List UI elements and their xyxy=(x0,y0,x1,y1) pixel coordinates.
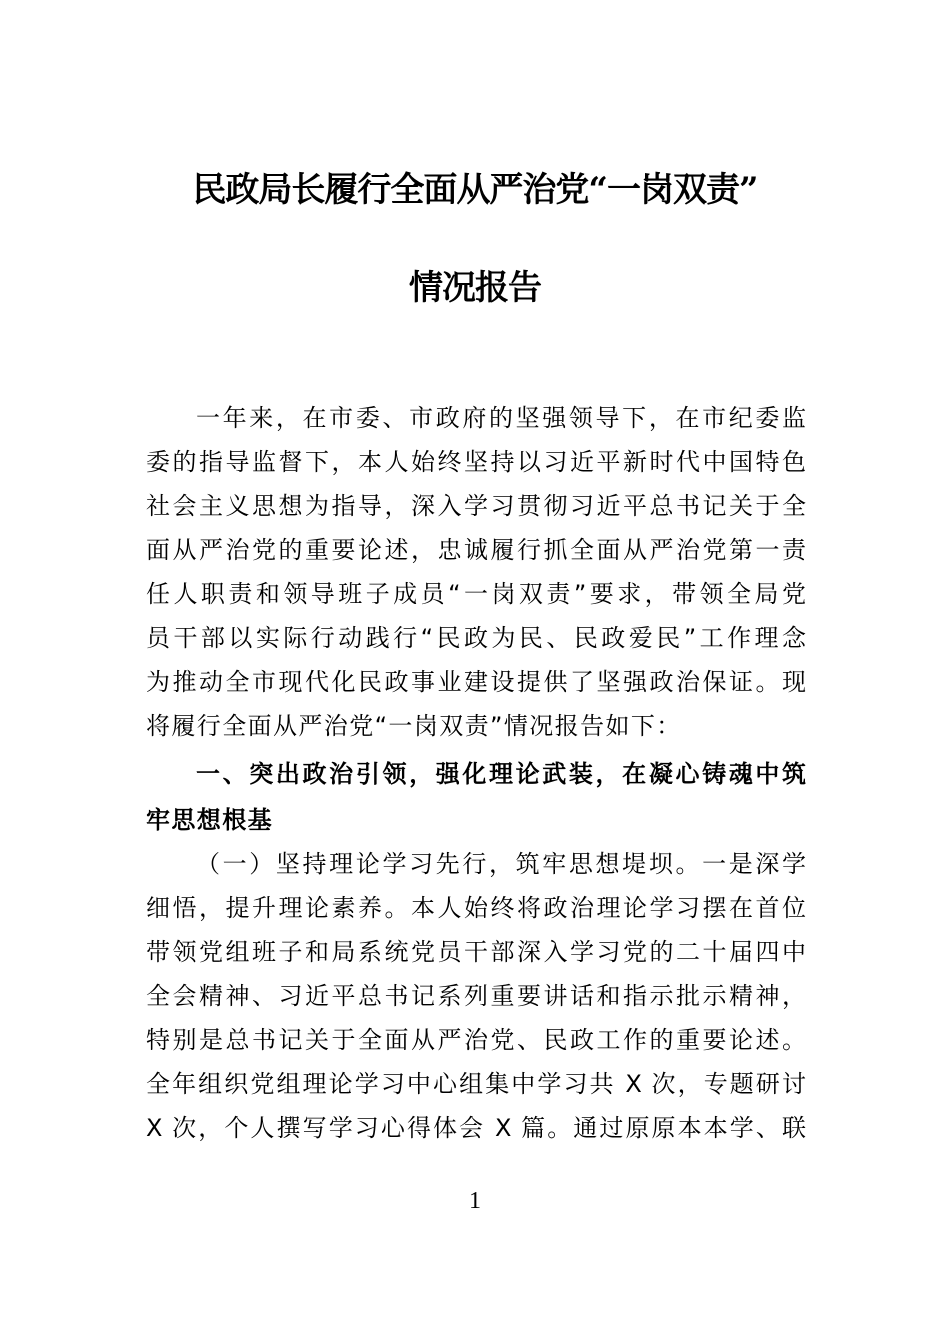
section-heading-line: 一、突出政治引领，强化理论武装，在凝心铸魂中筑 xyxy=(196,760,806,788)
paragraph-line: 面从严治党的重要论述，忠诚履行抓全面从严治党第一责 xyxy=(146,536,806,564)
paragraph-line: 特别是总书记关于全面从严治党、民政工作的重要论述。 xyxy=(146,1026,806,1054)
paragraph-line: 全年组织党组理论学习中心组集中学习共 X 次，专题研讨 xyxy=(146,1070,806,1098)
paragraph-line: 全会精神、习近平总书记系列重要讲话和指示批示精神， xyxy=(146,982,806,1010)
document-title-line-2: 情况报告 xyxy=(409,268,541,308)
paragraph-line: 带领党组班子和局系统党员干部深入学习党的二十届四中 xyxy=(146,938,806,966)
paragraph-line: 将履行全面从严治党“一岗双责”情况报告如下： xyxy=(146,712,682,740)
page-number: 1 xyxy=(469,1188,481,1214)
section-heading-line: 牢思想根基 xyxy=(146,806,273,834)
paragraph-line: 社会主义思想为指导，深入学习贯彻习近平总书记关于全 xyxy=(146,492,806,520)
paragraph-line: （一）坚持理论学习先行，筑牢思想堤坝。一是深学 xyxy=(196,850,806,878)
document-title-line-1: 民政局长履行全面从严治党“一岗双责” xyxy=(192,170,758,210)
paragraph-line: 为推动全市现代化民政事业建设提供了坚强政治保证。现 xyxy=(146,668,806,696)
paragraph-line: 委的指导监督下，本人始终坚持以习近平新时代中国特色 xyxy=(146,448,806,476)
paragraph-line: X 次，个人撰写学习心得体会 X 篇。通过原原本本学、联 xyxy=(146,1114,806,1142)
paragraph-line: 任人职责和领导班子成员“一岗双责”要求，带领全局党 xyxy=(146,580,806,608)
paragraph-line: 一年来，在市委、市政府的坚强领导下，在市纪委监 xyxy=(196,404,806,432)
paragraph-line: 细悟，提升理论素养。本人始终将政治理论学习摆在首位 xyxy=(146,894,806,922)
paragraph-line: 员干部以实际行动践行“民政为民、民政爱民”工作理念 xyxy=(146,624,806,652)
